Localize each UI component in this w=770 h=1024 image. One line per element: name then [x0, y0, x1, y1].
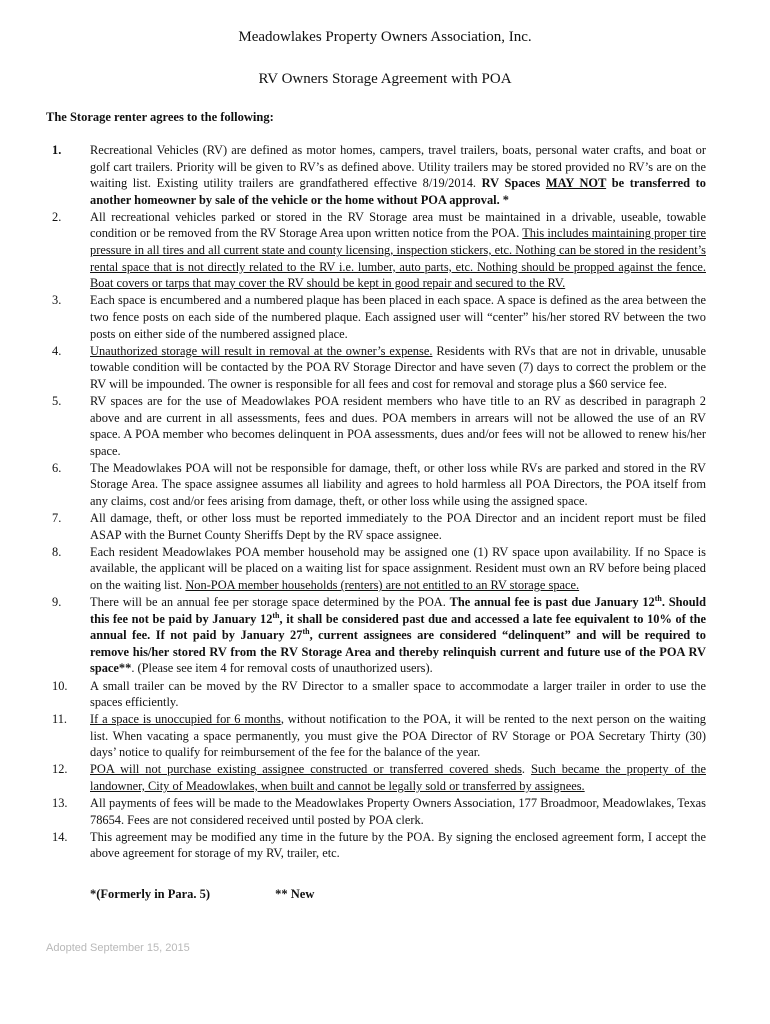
- list-item-7: [52, 510, 706, 543]
- item-bold-text: RV Spaces: [481, 176, 546, 191]
- item-bold-text: , it shall be considered past due and accessed a late fee equivalent to 10% of the annual fee. If not paid by January 27: [90, 611, 706, 643]
- item-underline-text: Non-POA member households (renters) are not entitled to an RV storage space.: [185, 577, 580, 592]
- item-text: The Meadowlakes POA will not be responsible for damage, theft, or other loss while RVs are parked and stored in the RV Storage Area. The space assignee assumes all liability and agrees to hold harmless all POA Directors, the POA itself from any claims, cost and/or fees arising from damage, theft, or other loss while using the assigned space.: [90, 460, 706, 508]
- item-number: 13.: [52, 796, 68, 811]
- item-text: . (Please see item 4 for removal costs of unauthorized users).: [131, 661, 433, 676]
- document-title: RV Owners Storage Agreement with POA: [258, 71, 512, 87]
- footnote-new: ** New: [275, 887, 315, 901]
- item-number: 6.: [52, 460, 62, 475]
- list-item-1: [52, 142, 706, 208]
- item-text: A small trailer can be moved by the RV Director to a smaller space to accommodate a larger trailer in order to use the spaces efficiently.: [90, 678, 706, 710]
- footnotes: [90, 887, 314, 902]
- organization-name: Meadowlakes Property Owners Association, Inc.: [238, 29, 532, 45]
- item-bold-text: be transferred to another homeowner by sale of the vehicle or the home without POA approval. *: [90, 176, 706, 207]
- item-number: 4.: [52, 343, 62, 358]
- item-bold-text: The annual fee is past due January 12: [449, 595, 655, 610]
- item-underline-text: Unauthorized storage will result in removal at the owner’s expense.: [90, 343, 433, 358]
- list-item-6: [52, 460, 706, 510]
- list-item-3: [52, 292, 706, 342]
- list-item-8: [52, 544, 706, 594]
- item-text: , without notification to the POA, it will be rented to the next person on the waiting list. When vacating a space permanently, you must give the POA Director of RV Storage or POA Secretary Thirty (30) days’ notice to qualify for reimbursement of the fee for the balance of the year.: [90, 712, 706, 760]
- item-text: There will be an annual fee per storage space determined by the POA.: [90, 595, 450, 610]
- list-item-11: [52, 711, 706, 761]
- intro-heading: The Storage renter agrees to the following:: [46, 110, 274, 124]
- item-text: Each space is encumbered and a numbered plaque has been placed in each space. A space is defined as the area between the two fence posts on each side of the numbered plaque. Each assigned user will “center” his/her stored RV between the two posts on either side of the numbered assigned place.: [90, 293, 706, 341]
- adopted-date: Adopted September 15, 2015: [46, 942, 190, 954]
- ordinal-suffix: th: [272, 610, 280, 620]
- list-item-5: [52, 393, 706, 459]
- item-bold-underline-text: MAY NOT: [545, 176, 607, 191]
- item-underline-text: If a space is unoccupied for 6 months: [90, 712, 281, 727]
- item-bold-text: , current assignees are considered “delinquent” and will be required to remove his/her stored RV from the RV Storage Area and thereby relinquish current and future use of the POA RV space**: [90, 628, 707, 676]
- item-number: 3.: [52, 293, 62, 308]
- item-underline-text: Such became the property of the landowner, City of Meadowlakes, when built and cannot be legally sold or transferred by assignees.: [90, 762, 706, 794]
- list-item-10: [52, 678, 706, 711]
- list-item-2: [52, 209, 706, 292]
- item-text: All damage, theft, or other loss must be reported immediately to the POA Director and an incident report must be filed ASAP with the Burnet County Sheriffs Dept by the RV space assignee.: [90, 511, 706, 542]
- item-text: .: [521, 762, 531, 777]
- item-number: 2.: [52, 209, 62, 224]
- item-number: 5.: [52, 393, 62, 408]
- list-item-4: [52, 343, 706, 393]
- item-text: Recreational Vehicles (RV) are defined as motor homes, campers, travel trailers, boats, personal water crafts, and boat or golf cart trailers. Priority will be given to RV’s as defined above. Utility trailers may be stored provided no RV’s are on the waiting list. Existing utility trailers are grandfathered effective 8/19/2014.: [90, 143, 706, 191]
- item-text: All payments of fees will be made to the Meadowlakes Property Owners Association, 177 Broadmoor, Meadowlakes, Texas 78654. Fees are not considered received until posted by POA clerk.: [90, 796, 706, 827]
- list-item-12: [52, 761, 706, 794]
- item-text: Residents with RVs that are not in drivable, unusable towable condition will be contacted by the POA RV Storage Director and have seven (7) days to correct the problem or the RV will be impounded. The owner is responsible for all fees and cost for removal and storage plus a $60 service fee.: [90, 343, 706, 391]
- list-item-14: [52, 829, 706, 862]
- item-underline-text: POA will not purchase existing assignee constructed or transferred covered sheds: [90, 762, 522, 777]
- item-bold-text: . Should this fee not be paid by January 12: [90, 595, 706, 626]
- item-number: 12.: [52, 762, 68, 777]
- item-number: 14.: [52, 829, 68, 844]
- agreement-list: [52, 142, 706, 863]
- ordinal-suffix: th: [654, 593, 662, 603]
- item-text: All recreational vehicles parked or stored in the RV Storage area must be maintained in a drivable, useable, towable condition or be removed from the RV Storage Area upon written notice from the POA.: [90, 209, 706, 241]
- item-number: 11.: [52, 712, 68, 727]
- item-number: 1.: [52, 143, 62, 157]
- list-item-9: [52, 594, 706, 677]
- item-text: This agreement may be modified any time in the future by the POA. By signing the enclosed agreement form, I accept the above agreement for storage of my RV, trailer, etc.: [90, 829, 706, 861]
- item-text: RV spaces are for the use of Meadowlakes POA resident members who have title to an RV as described in paragraph 2 above and are current in all assessments, fees and dues. POA members in arrears will not be allowed the use of an RV space. A POA member who becomes delinquent in POA assessments, dues and/or fees will not be allowed to renew his/her space.: [90, 393, 706, 458]
- item-number: 10.: [52, 678, 68, 693]
- item-number: 9.: [52, 595, 62, 610]
- item-number: 8.: [52, 544, 62, 559]
- item-text: Each resident Meadowlakes POA member household may be assigned one (1) RV space upon availability. If no Space is available, the applicant will be placed on a waiting list for space assignment. Resident must own an RV before being placed on the waiting list.: [90, 544, 706, 592]
- item-number: 7.: [52, 511, 62, 526]
- item-underline-text: This includes maintaining proper tire pressure in all tires and all current state and county licensing, inspection stickers, etc. Nothing can be stored in the resident’s rental space that is not directly related to the RV i.e. lumber, auto parts, etc. Nothing should be propped against the fence. Boat covers or tarps that may cover the RV should be kept in good repair and secured to the RV.: [90, 226, 706, 291]
- footnote-formerly: *(Formerly in Para. 5): [90, 887, 211, 901]
- list-item-13: [52, 795, 706, 828]
- ordinal-suffix: th: [302, 627, 310, 637]
